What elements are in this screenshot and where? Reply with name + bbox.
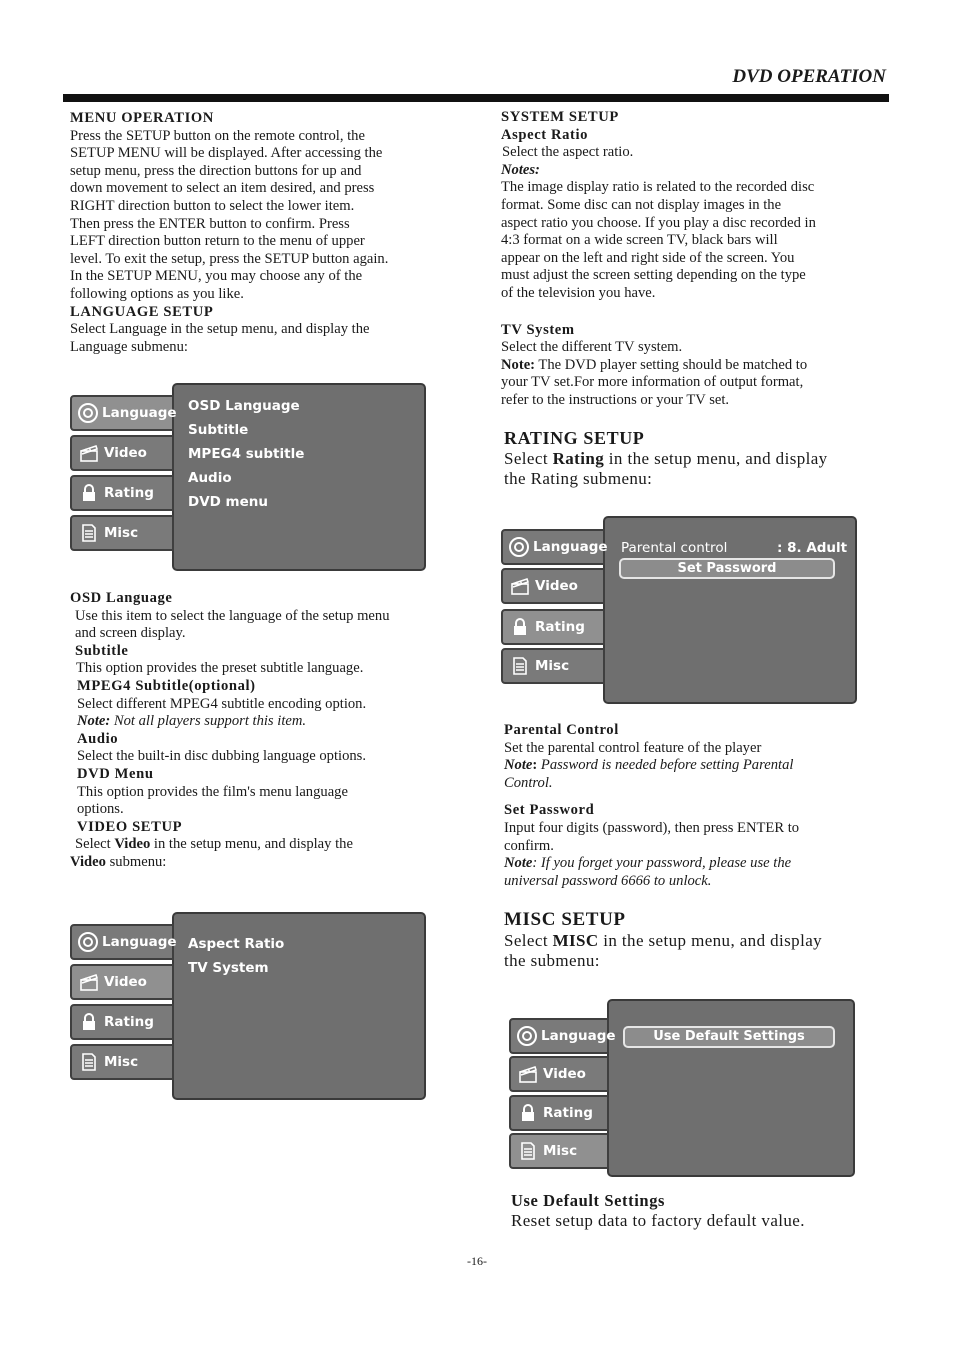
text-line: The image display ratio is related to the recorded disc (501, 179, 815, 196)
parental-control-label[interactable]: Parental control (621, 540, 728, 556)
disc-icon (78, 931, 98, 953)
text-line: the Rating submenu: (504, 469, 653, 488)
tv-note (501, 357, 886, 375)
default-settings-section (511, 1191, 891, 1231)
tab-label: Language (102, 934, 177, 950)
tab-label: Language (541, 1028, 616, 1044)
text-line: format. Some disc can not display images in the (501, 196, 782, 213)
tab-rating[interactable] (501, 609, 605, 645)
tab-video[interactable] (501, 568, 605, 604)
tab-misc[interactable] (509, 1133, 609, 1169)
note-text: Not all players support this item. (110, 713, 307, 730)
text-line: following options as you like. (70, 285, 244, 302)
text-line: LEFT direction button return to the menu of upper (70, 233, 365, 250)
disc-icon (517, 1025, 537, 1047)
tab-rating[interactable] (70, 475, 174, 511)
tab-language[interactable] (509, 1018, 616, 1054)
header-rule (63, 94, 889, 102)
aspect-ratio-heading: Aspect Ratio (501, 126, 589, 143)
tab-label: Language (102, 405, 177, 421)
rating-select-line (504, 449, 889, 469)
tab-language[interactable] (70, 395, 177, 431)
text: in the setup menu, and display (598, 931, 823, 950)
text-line: RIGHT direction button to select the lower item. (70, 197, 355, 214)
dvd-menu-heading: DVD Menu (77, 765, 154, 782)
menu-item-tv-system[interactable]: TV System (188, 960, 269, 976)
language-setup-menu (70, 383, 426, 571)
tab-video[interactable] (509, 1056, 609, 1092)
video-setup-heading: VIDEO SETUP (77, 818, 183, 835)
text-line: and screen display. (75, 625, 186, 642)
bold-text: Video (70, 853, 106, 870)
menu-item-mpeg4-subtitle[interactable]: MPEG4 subtitle (188, 446, 305, 462)
text-line: options. (77, 801, 124, 818)
misc-setup-heading: MISC SETUP (504, 909, 626, 930)
text-line: of the television you have. (501, 284, 656, 301)
parental-note (504, 757, 889, 775)
text-line: Select the different TV system. (501, 339, 683, 356)
mpeg4-heading: MPEG4 Subtitle(optional) (77, 677, 256, 694)
text-line: Select the aspect ratio. (502, 144, 634, 161)
set-password-note (504, 855, 889, 873)
set-password-heading: Set Password (504, 802, 595, 819)
text-line: your TV set.For more information of output format, (501, 374, 804, 391)
tab-label: Language (533, 539, 608, 555)
tab-rating[interactable] (70, 1004, 174, 1040)
clapperboard-icon (509, 575, 531, 597)
text-line: Press the SETUP button on the remote control, the (70, 127, 365, 144)
tab-label: Video (543, 1066, 586, 1082)
mpeg4-note (70, 713, 470, 731)
osd-language-heading: OSD Language (70, 590, 173, 606)
tab-label: Misc (535, 658, 570, 674)
rating-setup-menu (501, 516, 859, 706)
tv-system-heading: TV System (501, 321, 575, 338)
document-icon (509, 655, 531, 677)
disc-icon (509, 536, 529, 558)
note-text: : If you forget your password, please use the (532, 855, 792, 872)
bold-text: MISC (552, 931, 599, 950)
text-line: down movement to select an item desired, and press (70, 180, 375, 197)
text-line: This option provides the preset subtitle language. (76, 660, 364, 677)
menu-operation-heading: MENU OPERATION (70, 110, 214, 126)
tab-label: Rating (535, 619, 585, 635)
note-label: Note (504, 757, 533, 774)
text: Select (504, 931, 553, 950)
text-line: appear on the left and right side of the screen. You (501, 249, 795, 266)
tab-label: Video (104, 974, 147, 990)
text-line: This option provides the film's menu language (77, 783, 348, 800)
text-line: refer to the instructions or your TV set. (501, 391, 730, 408)
tab-label: Rating (104, 1014, 154, 1030)
parental-control-heading: Parental Control (504, 722, 619, 738)
tab-label: Video (104, 445, 147, 461)
text: in the setup menu, and display (604, 449, 828, 468)
note-text: The DVD player setting should be matched to (535, 356, 808, 373)
default-settings-heading: Use Default Settings (511, 1191, 666, 1210)
note-label: Note: (501, 356, 536, 373)
set-password-button[interactable]: Set Password (619, 558, 835, 579)
note-label: Note (504, 855, 533, 872)
text-line: setup menu, press the direction buttons for up and (70, 162, 362, 179)
parental-control-value[interactable]: : 8. Adult (777, 540, 848, 556)
padlock-icon (78, 1011, 100, 1033)
tab-video[interactable] (70, 964, 174, 1000)
text-line: Control. (504, 774, 553, 791)
menu-item-dvd-menu[interactable]: DVD menu (188, 494, 269, 510)
tab-language[interactable] (70, 924, 177, 960)
note-colon: : (532, 757, 538, 774)
use-default-settings-button[interactable]: Use Default Settings (623, 1026, 835, 1048)
text-line: the submenu: (504, 951, 600, 970)
text-line: Input four digits (password), then press ENTER to (504, 819, 800, 836)
tab-label: Rating (104, 485, 154, 501)
left-column-top (70, 110, 460, 356)
disc-icon (78, 402, 98, 424)
video-select-line2 (70, 854, 470, 872)
spacer (501, 303, 886, 322)
padlock-icon (509, 616, 531, 638)
text-line: confirm. (504, 837, 554, 854)
clapperboard-icon (78, 442, 100, 464)
tab-language[interactable] (501, 529, 608, 565)
text: submenu: (105, 853, 167, 870)
text-line: Use this item to select the language of the setup menu (75, 607, 390, 624)
tab-misc[interactable] (70, 515, 174, 551)
menu-operation-body (70, 128, 460, 304)
padlock-icon (78, 482, 100, 504)
note-label: Note: (77, 713, 111, 730)
parental-section (504, 722, 889, 890)
text-line: In the SETUP MENU, you may choose any of the (70, 268, 363, 285)
rating-setup-heading: RATING SETUP (504, 428, 645, 448)
text-line: 4:3 format on a wide screen TV, black bars will (501, 232, 778, 249)
document-icon (517, 1140, 539, 1162)
text: Select (75, 836, 115, 853)
notes-label: Notes: (501, 161, 540, 178)
bold-text: Rating (552, 449, 605, 468)
tab-label: Misc (104, 1054, 139, 1070)
text-line: Select the built-in disc dubbing language options. (77, 748, 366, 765)
tab-misc[interactable] (70, 1044, 174, 1080)
text: Select (504, 449, 553, 468)
tab-label: Misc (543, 1143, 578, 1159)
spacer (504, 792, 889, 802)
text-line: universal password 6666 to unlock. (504, 872, 712, 889)
text-line: Set the parental control feature of the player (504, 739, 762, 756)
tab-label: Rating (543, 1105, 593, 1121)
text-line: Select different MPEG4 subtitle encoding option. (77, 695, 367, 712)
text-line: must adjust the screen setting depending on the type (501, 267, 806, 284)
menu-item-osd-language[interactable]: OSD Language (188, 398, 300, 414)
menu-item-aspect-ratio[interactable]: Aspect Ratio (188, 936, 285, 952)
tab-label: Misc (104, 525, 139, 541)
document-icon (78, 522, 100, 544)
video-select-line (70, 836, 470, 854)
text: in the setup menu, and display the (150, 836, 353, 853)
tab-video[interactable] (70, 435, 174, 471)
text-line: Then press the ENTER button to confirm. Press (70, 215, 350, 232)
menu-item-audio[interactable]: Audio (188, 470, 232, 486)
page-header-title: DVD OPERATION (732, 66, 886, 87)
misc-select-line (504, 931, 889, 951)
padlock-icon (517, 1102, 539, 1124)
subtitle-heading: Subtitle (75, 642, 129, 659)
clapperboard-icon (78, 971, 100, 993)
tab-misc[interactable] (501, 648, 605, 684)
text-line: aspect ratio you choose. If you play a disc recorded in (501, 214, 816, 231)
clapperboard-icon (517, 1063, 539, 1085)
misc-setup-menu (509, 999, 857, 1179)
note-text: Password is needed before setting Parental (537, 757, 794, 774)
left-column-bottom (70, 590, 470, 872)
misc-setup-section (504, 909, 889, 971)
text-line: Language submenu: (70, 338, 188, 355)
rating-setup-section (504, 428, 889, 489)
language-setup-heading: LANGUAGE SETUP (70, 303, 214, 320)
document-icon (78, 1051, 100, 1073)
text-line: level. To exit the setup, press the SETUP button again. (70, 250, 389, 267)
text-line: Reset setup data to factory default value. (511, 1211, 805, 1230)
page-number: -16- (467, 1254, 487, 1268)
tab-rating[interactable] (509, 1095, 609, 1131)
audio-heading: Audio (77, 730, 119, 747)
text-line: Select Language in the setup menu, and display the (70, 321, 370, 338)
video-setup-menu (70, 912, 426, 1100)
right-column-top (501, 109, 886, 410)
system-setup-heading: SYSTEM SETUP (501, 109, 619, 125)
bold-text: Video (114, 836, 151, 853)
tab-label: Video (535, 578, 578, 594)
text-line: SETUP MENU will be displayed. After accessing the (70, 145, 383, 162)
menu-item-subtitle[interactable]: Subtitle (188, 422, 249, 438)
